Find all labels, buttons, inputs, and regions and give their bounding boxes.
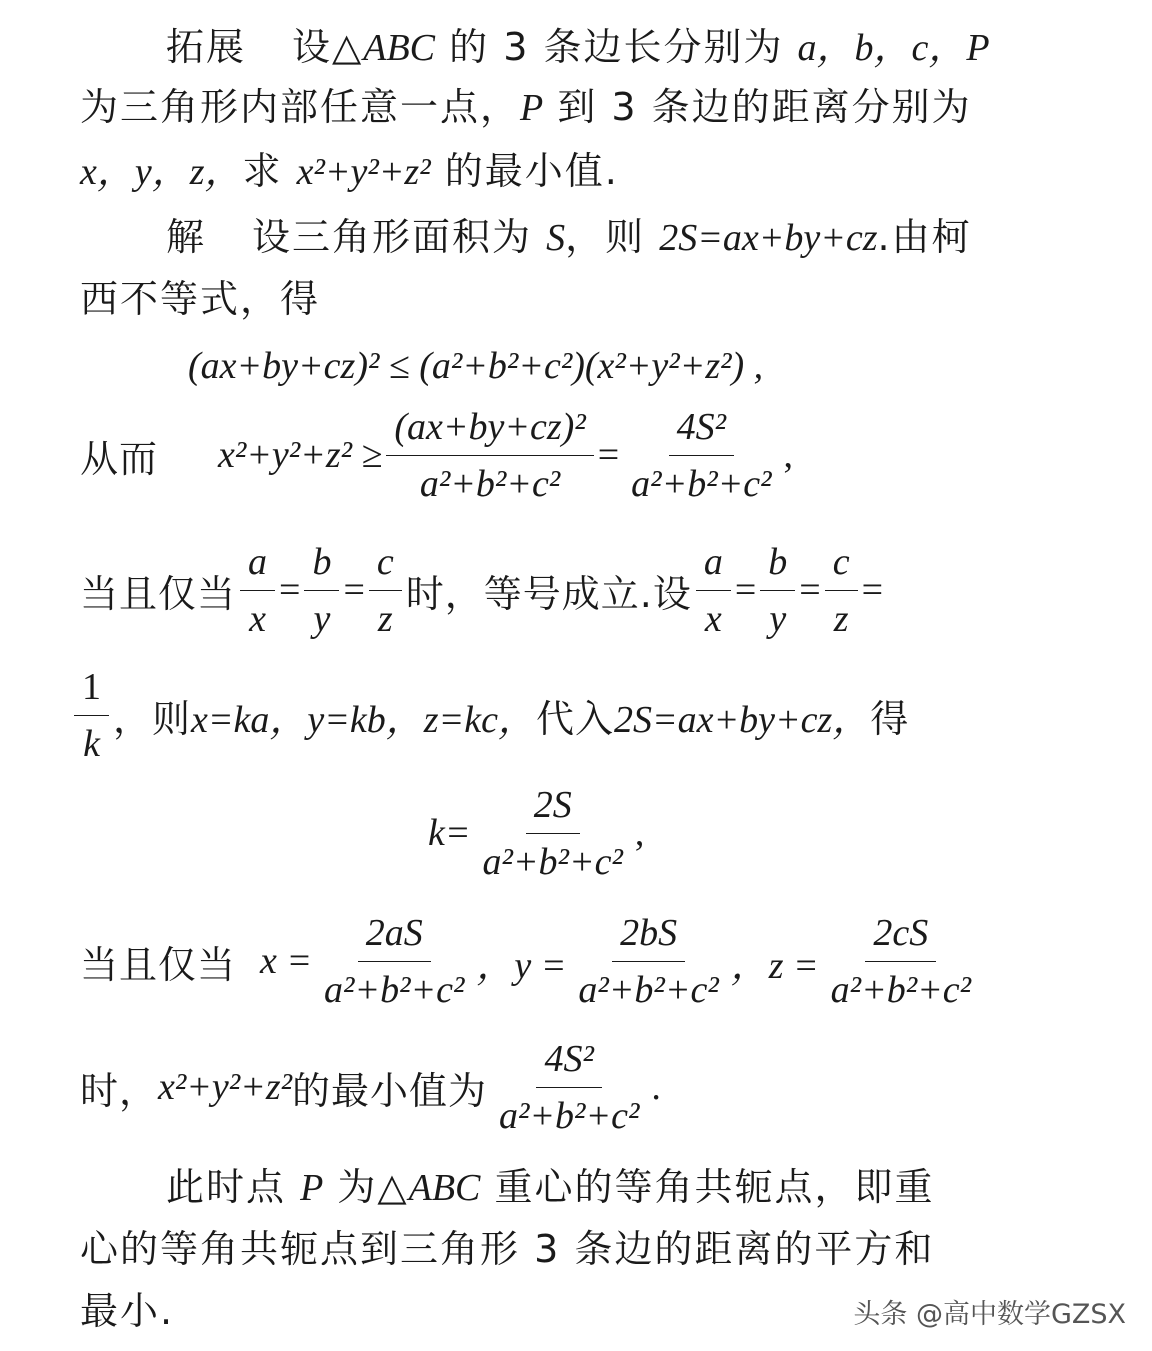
k-formula: k= $\frac{2S}{\text{a²+b²+c²}}$ , bbox=[428, 783, 645, 883]
solution-label: 解 bbox=[166, 215, 207, 259]
conclusion-line-2: 心的等角共轭点到三角形 3 条边的距离的平方和 bbox=[80, 1227, 935, 1271]
equality-condition-line: 当且仅当 $\frac{a}{x}$ = $\frac{b}{y}$ = $\frac{c}{z}$ 时，等号成立.设 $\frac{a}{x}$ = $\frac{b}{y}$ = $\frac{c}{z}$ = bbox=[80, 540, 884, 640]
solution-line-1: 解 设三角形面积为 S，则 2S=ax+by+cz.由柯 bbox=[166, 215, 972, 259]
fraction-one-over-k: $\frac{1}{k}$ bbox=[74, 665, 109, 766]
fraction-cauchy: $\frac{\text{(ax+by+cz)²}}{\text{a²+b²+c²}}$ bbox=[386, 405, 593, 506]
minimum-value-line: 时， x²+y²+z² 的最小值为 $\frac{\text{4S²}}{\text{a²+b²+c²}}$ . bbox=[80, 1037, 661, 1137]
thus-line: 从而 x²+y²+z² ≥ $\frac{\text{(ax+by+cz)²}}{\text{a²+b²+c²}}$ = $\frac{\text{4S²}}{\text{a²+b²+c²}}$ , bbox=[80, 405, 794, 505]
extension-line-3: x，y，z，求 x²+y²+z² 的最小值. bbox=[80, 149, 619, 193]
watermark: 头条 @高中数学GZSX bbox=[853, 1299, 1126, 1330]
extension-line-1: 拓展 设△ABC 的 3 条边长分别为 a，b，c，P bbox=[166, 25, 990, 69]
solution-line-2: 西不等式，得 bbox=[80, 277, 321, 321]
extension-label: 拓展 bbox=[166, 25, 247, 69]
conclusion-line-1: 此时点 P 为△ABC 重心的等角共轭点，即重 bbox=[166, 1165, 935, 1209]
cauchy-inequality: (ax+by+cz)² ≤ (a²+b²+c²)(x²+y²+z²) , bbox=[188, 345, 764, 387]
extension-line-2: 为三角形内部任意一点，P 到 3 条边的距离分别为 bbox=[80, 85, 972, 129]
minimizer-line: 当且仅当 x = $\frac{2aS}{\text{a²+b²+c²}}$ ，y = $\frac{2bS}{\text{a²+b²+c²}}$ ，z = $\frac{2cS}{\text{a²+b²+c²}}$ bbox=[80, 911, 972, 1011]
conclusion-line-3: 最小. bbox=[80, 1289, 175, 1333]
fraction-area: $\frac{\text{4S²}}{\text{a²+b²+c²}}$ bbox=[631, 405, 772, 505]
substitution-line: $\frac{1}{k}$ ，则 x=ka，y=kb，z=kc， 代入 2S=ax+by+cz， 得 bbox=[74, 660, 909, 770]
